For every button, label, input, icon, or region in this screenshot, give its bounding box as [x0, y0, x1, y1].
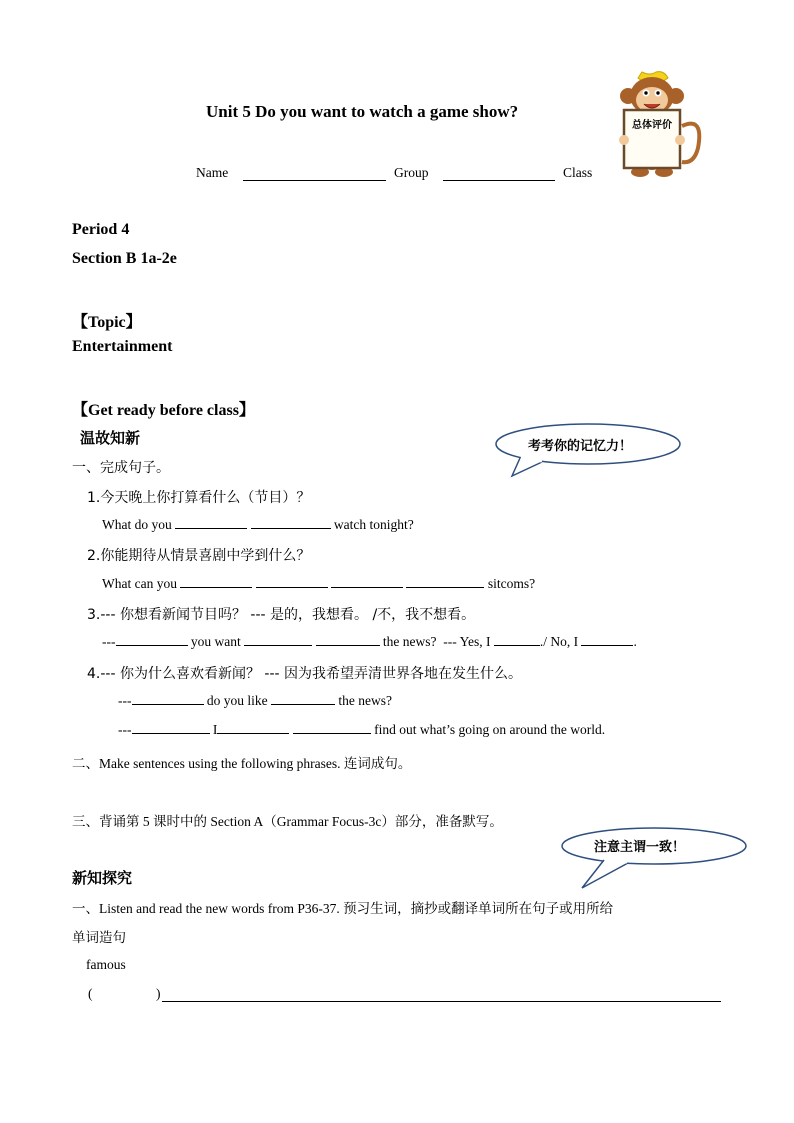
- q2-blank-1[interactable]: [180, 586, 252, 588]
- q3-blank-3[interactable]: [316, 644, 380, 646]
- q4-line-1: [118, 693, 392, 709]
- period-label: Period 4: [72, 221, 130, 238]
- q4-line-2: [118, 722, 605, 738]
- q3-text-c: the news?: [382, 634, 437, 649]
- q2-english: [102, 576, 535, 592]
- q1-text-a: What do you: [102, 517, 172, 532]
- name-label: Name: [196, 165, 229, 180]
- group-field[interactable]: [443, 180, 555, 181]
- get-ready-heading: 【Get ready before class】: [72, 402, 255, 419]
- q2-text-b: sitcoms?: [487, 576, 536, 591]
- q4-blank-3[interactable]: [132, 732, 210, 734]
- q4-text-a1: ---: [118, 693, 132, 708]
- group-label: Group: [394, 165, 429, 180]
- topic-value: Entertainment: [72, 338, 173, 355]
- subject-verb-bubble-text: 注意主谓一致！: [594, 840, 686, 855]
- q3-blank-4[interactable]: [494, 644, 540, 646]
- q3-english: [102, 634, 637, 650]
- vocab-word: famous: [86, 957, 126, 972]
- part2-heading: 二、Make sentences using the following phrases. 连词成句。: [72, 756, 412, 771]
- word-translation-field[interactable]: [98, 989, 154, 1005]
- q3-text-a: ---: [102, 634, 116, 649]
- q3-text-f: .: [633, 634, 637, 649]
- q1-blank-2[interactable]: [251, 527, 331, 529]
- review-heading: 温故知新: [80, 429, 141, 447]
- paren-close: ): [156, 986, 161, 1001]
- q2-text-a: What can you: [102, 576, 177, 591]
- q3-blank-2[interactable]: [244, 644, 312, 646]
- q4-blank-5[interactable]: [293, 732, 371, 734]
- new-knowledge-heading: 新知探究: [72, 869, 133, 887]
- paren-open: (: [88, 986, 93, 1001]
- q1-text-b: watch tonight?: [333, 517, 414, 532]
- q3-blank-5[interactable]: [581, 644, 633, 646]
- part1-heading: 一、完成句子。: [72, 460, 170, 476]
- q2-blank-4[interactable]: [406, 586, 484, 588]
- q4-blank-1[interactable]: [132, 703, 204, 705]
- q3-text-b: you want: [190, 634, 241, 649]
- topic-heading: 【Topic】: [72, 314, 142, 331]
- listen-instruction-line2: 单词造句: [72, 930, 126, 945]
- q1-blank-1[interactable]: [175, 527, 247, 529]
- memory-bubble-text: 考考你的记忆力！: [528, 439, 633, 454]
- eval-sign-text: 总体评价: [632, 120, 672, 131]
- name-field[interactable]: [243, 180, 386, 181]
- q4-text-b1: ---: [118, 722, 132, 737]
- q3-text-e: ./ No, I: [539, 634, 579, 649]
- q2-blank-3[interactable]: [331, 586, 403, 588]
- q2-blank-2[interactable]: [256, 586, 328, 588]
- q4-text-b3: find out what’s going on around the world.: [374, 722, 606, 737]
- sentence-answer-line[interactable]: [162, 1001, 721, 1002]
- q4-text-b2: I: [212, 722, 218, 737]
- q3-chinese: 3.--- 你想看新闻节目吗？ --- 是的，我想看。 /不，我不想看。: [87, 607, 476, 623]
- q4-chinese: 4.--- 你为什么喜欢看新闻？ --- 因为我希望弄清世界各地在发生什么。: [87, 666, 523, 682]
- q3-blank-1[interactable]: [116, 644, 188, 646]
- q1-english: [102, 517, 414, 533]
- q4-text-a2: do you like: [206, 693, 268, 708]
- page-title: Unit 5 Do you want to watch a game show?: [206, 102, 519, 121]
- class-label: Class: [563, 165, 593, 180]
- memory-speech-bubble: [490, 420, 686, 480]
- q4-text-a3: the news?: [338, 693, 392, 708]
- q4-blank-4[interactable]: [217, 732, 289, 734]
- q1-chinese: 1.今天晚上你打算看什么（节目）？: [87, 490, 311, 506]
- subject-verb-speech-bubble: [556, 826, 752, 892]
- q4-blank-2[interactable]: [271, 703, 335, 705]
- section-label: Section B 1a-2e: [72, 250, 177, 267]
- q2-chinese: 2.你能期待从情景喜剧中学到什么？: [87, 548, 311, 564]
- listen-instruction-line1: 一、Listen and read the new words from P36-37. 预习生词，摘抄或翻译单词所在句子或用所给: [72, 901, 614, 916]
- q3-text-d: --- Yes, I: [443, 634, 491, 649]
- part3-heading: 三、背诵第 5 课时中的 Section A（Grammar Focus-3c）部分，准备默写。: [72, 814, 503, 829]
- monkey-evaluation-illustration: [612, 66, 708, 184]
